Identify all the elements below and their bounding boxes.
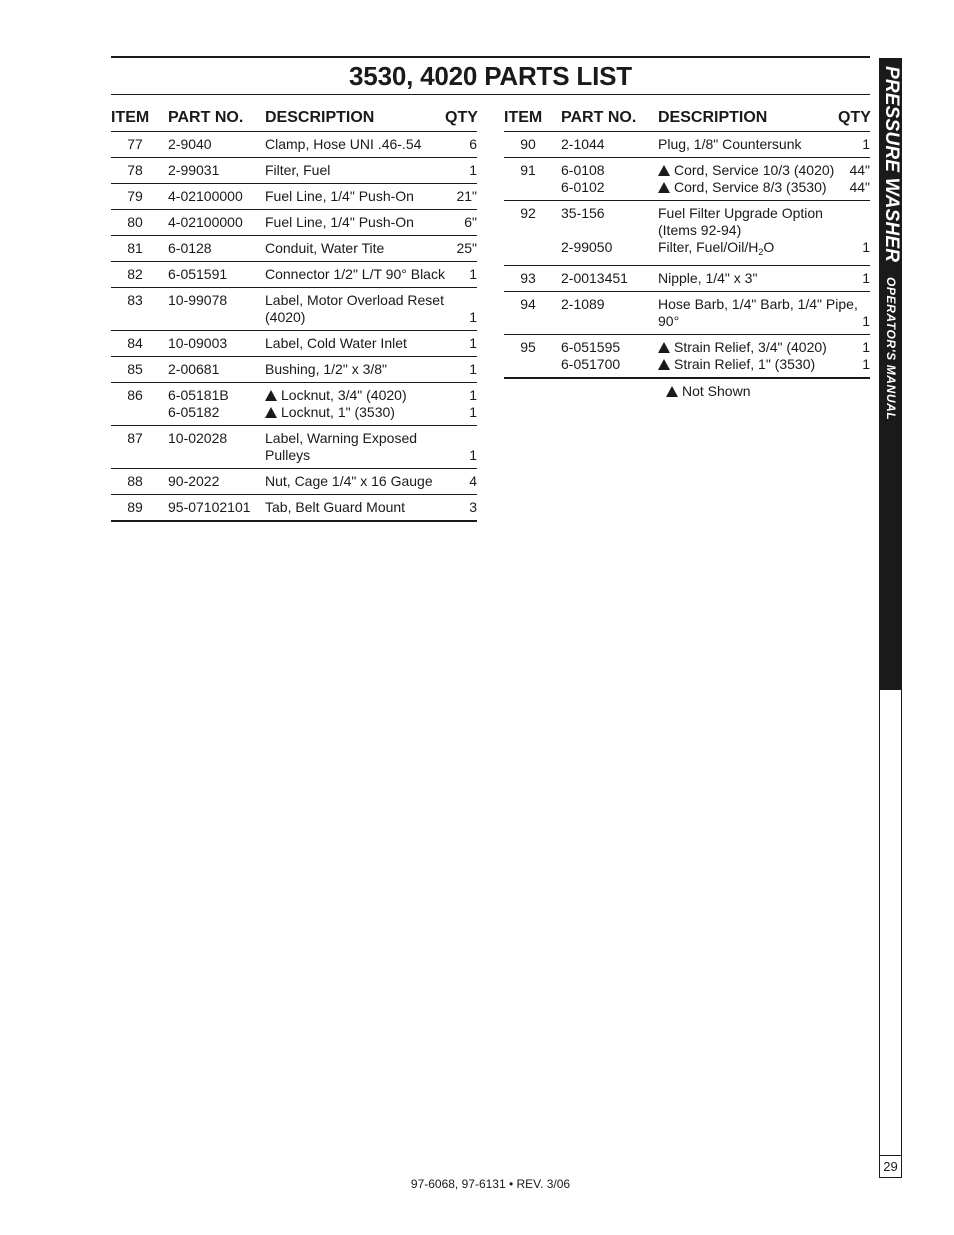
qty-line: 3 bbox=[469, 499, 477, 515]
table-row bbox=[111, 426, 477, 469]
description-line bbox=[265, 335, 445, 352]
header-part-no: PART NO. bbox=[552, 105, 658, 132]
cell-item: 86 bbox=[111, 383, 159, 426]
cell-item: 84 bbox=[111, 331, 159, 357]
cell-qty bbox=[445, 132, 477, 158]
part-no-line bbox=[561, 222, 658, 239]
cell-qty bbox=[445, 262, 477, 288]
cell-qty bbox=[445, 357, 477, 383]
cell-qty bbox=[445, 383, 477, 426]
cell-item: 94 bbox=[504, 292, 552, 335]
description-line bbox=[265, 240, 445, 257]
cell-part-no bbox=[552, 158, 658, 201]
parts-table-right-body bbox=[504, 132, 870, 379]
cell-description bbox=[265, 357, 445, 383]
cell-qty bbox=[445, 426, 477, 469]
cell-item: 85 bbox=[111, 357, 159, 383]
cell-description bbox=[658, 132, 838, 158]
table-header-row bbox=[111, 105, 477, 132]
description-line bbox=[265, 447, 445, 464]
cell-item: 79 bbox=[111, 184, 159, 210]
cell-qty bbox=[445, 184, 477, 210]
cell-part-no bbox=[159, 383, 265, 426]
table-row bbox=[504, 292, 870, 335]
cell-qty bbox=[838, 132, 870, 158]
part-no-line: 95-07102101 bbox=[168, 499, 251, 515]
cell-part-no bbox=[159, 158, 265, 184]
cell-description bbox=[658, 335, 838, 379]
description-text: Conduit, Water Tite bbox=[265, 240, 385, 256]
description-text: Locknut, 3/4" (4020) bbox=[281, 387, 407, 403]
table-row bbox=[111, 331, 477, 357]
cell-item: 81 bbox=[111, 236, 159, 262]
header-description: DESCRIPTION bbox=[265, 105, 445, 132]
description-line bbox=[658, 356, 838, 373]
description-line bbox=[658, 205, 838, 222]
description-text: (Items 92-94) bbox=[658, 222, 742, 238]
qty-line: 1 bbox=[862, 356, 870, 372]
description-line bbox=[658, 339, 838, 356]
description-line bbox=[658, 296, 858, 313]
qty-line: 21" bbox=[456, 188, 477, 204]
table-row bbox=[111, 210, 477, 236]
title-rule-top bbox=[111, 56, 870, 58]
cell-item: 88 bbox=[111, 469, 159, 495]
cell-part-no bbox=[552, 201, 658, 266]
description-line bbox=[265, 214, 445, 231]
header-qty: QTY bbox=[445, 105, 477, 132]
triangle-icon bbox=[265, 390, 277, 401]
qty-line: 1 bbox=[469, 266, 477, 282]
cell-part-no bbox=[159, 426, 265, 469]
cell-item: 93 bbox=[504, 266, 552, 292]
qty-line bbox=[445, 292, 477, 309]
part-no-line: 2-1044 bbox=[561, 136, 605, 152]
cell-part-no bbox=[552, 292, 658, 335]
cell-item: 91 bbox=[504, 158, 552, 201]
cell-description bbox=[265, 158, 445, 184]
cell-description bbox=[658, 292, 858, 335]
table-row bbox=[504, 266, 870, 292]
part-no-line: 6-0102 bbox=[561, 179, 605, 195]
description-text: Fuel Line, 1/4" Push-On bbox=[265, 188, 414, 204]
subscript: 2 bbox=[758, 247, 764, 257]
cell-item: 83 bbox=[111, 288, 159, 331]
qty-line: 1 bbox=[862, 270, 870, 286]
description-text: (4020) bbox=[265, 309, 306, 325]
description-line bbox=[658, 239, 838, 261]
cell-description bbox=[265, 331, 445, 357]
cell-part-no bbox=[159, 236, 265, 262]
cell-item: 95 bbox=[504, 335, 552, 379]
part-no-line: 10-02028 bbox=[168, 430, 228, 446]
part-no-line: 6-051595 bbox=[561, 339, 621, 355]
description-line bbox=[265, 292, 445, 309]
table-row bbox=[111, 184, 477, 210]
cell-description bbox=[265, 495, 445, 522]
qty-line: 44" bbox=[849, 162, 870, 178]
qty-line: 6" bbox=[464, 214, 477, 230]
table-row bbox=[111, 132, 477, 158]
qty-line: 1 bbox=[469, 361, 477, 377]
table-row bbox=[504, 132, 870, 158]
cell-description bbox=[265, 288, 445, 331]
description-text: Label, Motor Overload Reset bbox=[265, 292, 444, 308]
table-row bbox=[504, 158, 870, 201]
description-text: Plug, 1/8" Countersunk bbox=[658, 136, 802, 152]
cell-description bbox=[658, 158, 838, 201]
qty-line: 1 bbox=[862, 239, 870, 255]
description-text: Connector 1/2" L/T 90° Black bbox=[265, 266, 445, 282]
triangle-icon bbox=[658, 342, 670, 353]
table-row bbox=[111, 357, 477, 383]
qty-line: 44" bbox=[849, 179, 870, 195]
part-no-line: 35-156 bbox=[561, 205, 605, 221]
part-no-line: 10-99078 bbox=[168, 292, 228, 308]
cell-description bbox=[265, 236, 445, 262]
parts-table-left-body bbox=[111, 132, 477, 522]
cell-description bbox=[265, 262, 445, 288]
qty-line: 1 bbox=[469, 447, 477, 463]
title-rule-bottom bbox=[111, 94, 870, 95]
cell-part-no bbox=[159, 357, 265, 383]
table-row bbox=[111, 236, 477, 262]
parts-table-left bbox=[111, 105, 477, 522]
qty-line: 25" bbox=[456, 240, 477, 256]
table-row bbox=[504, 201, 870, 266]
part-no-line: 2-0013451 bbox=[561, 270, 628, 286]
description-text: Pulleys bbox=[265, 447, 311, 463]
triangle-icon bbox=[658, 165, 670, 176]
cell-item: 82 bbox=[111, 262, 159, 288]
part-no-line: 4-02100000 bbox=[168, 188, 243, 204]
description-text: 90° bbox=[658, 313, 680, 329]
part-no-line: 6-0128 bbox=[168, 240, 212, 256]
cell-qty bbox=[445, 495, 477, 522]
qty-line: 1 bbox=[469, 404, 477, 420]
cell-description bbox=[265, 210, 445, 236]
qty-line bbox=[445, 430, 477, 447]
part-no-line: 6-05182 bbox=[168, 404, 220, 420]
cell-qty bbox=[445, 288, 477, 331]
description-text-suffix: O bbox=[763, 239, 775, 255]
triangle-icon bbox=[265, 407, 277, 418]
table-header-row bbox=[504, 105, 870, 132]
table-row bbox=[111, 158, 477, 184]
cell-item: 87 bbox=[111, 426, 159, 469]
description-line bbox=[265, 361, 445, 378]
part-no-line: 10-09003 bbox=[168, 335, 228, 351]
cell-description bbox=[265, 383, 445, 426]
cell-part-no bbox=[159, 331, 265, 357]
part-no-line: 6-0108 bbox=[561, 162, 605, 178]
description-text: Clamp, Hose UNI .46-.54 bbox=[265, 136, 422, 152]
table-row bbox=[504, 335, 870, 379]
cell-item: 90 bbox=[504, 132, 552, 158]
cell-part-no bbox=[552, 266, 658, 292]
description-text: Nut, Cage 1/4" x 16 Gauge bbox=[265, 473, 433, 489]
table-row bbox=[111, 262, 477, 288]
description-text: Nipple, 1/4" x 3" bbox=[658, 270, 758, 286]
table-row bbox=[111, 383, 477, 426]
cell-part-no bbox=[159, 288, 265, 331]
description-line bbox=[265, 188, 445, 205]
part-no-line: 6-051700 bbox=[561, 356, 621, 372]
cell-description bbox=[265, 184, 445, 210]
table-row bbox=[111, 495, 477, 522]
cell-part-no bbox=[552, 132, 658, 158]
cell-qty bbox=[445, 236, 477, 262]
description-text: Tab, Belt Guard Mount bbox=[265, 499, 406, 515]
qty-line: 1 bbox=[862, 313, 870, 329]
cell-qty bbox=[838, 266, 870, 292]
part-no-line: 6-05181B bbox=[168, 387, 229, 403]
header-description: DESCRIPTION bbox=[658, 105, 838, 132]
cell-description bbox=[658, 201, 838, 266]
cell-qty bbox=[445, 331, 477, 357]
cell-description bbox=[265, 469, 445, 495]
qty-line: 1 bbox=[469, 335, 477, 351]
description-line bbox=[265, 473, 445, 490]
description-line bbox=[658, 270, 838, 287]
description-text: Bushing, 1/2" x 3/8" bbox=[265, 361, 388, 377]
cell-qty bbox=[838, 201, 870, 266]
cell-description bbox=[265, 132, 445, 158]
description-text: Strain Relief, 1" (3530) bbox=[674, 356, 816, 372]
description-line bbox=[658, 179, 838, 196]
description-text: Fuel Line, 1/4" Push-On bbox=[265, 214, 414, 230]
description-text: Cord, Service 8/3 (3530) bbox=[674, 179, 827, 195]
cell-item: 77 bbox=[111, 132, 159, 158]
triangle-icon bbox=[658, 359, 670, 370]
description-line bbox=[265, 136, 445, 153]
description-text: Filter, Fuel/Oil/H bbox=[658, 239, 759, 255]
part-no-line: 2-9040 bbox=[168, 136, 212, 152]
description-text: Cord, Service 10/3 (4020) bbox=[674, 162, 835, 178]
description-text: Label, Cold Water Inlet bbox=[265, 335, 407, 351]
table-row bbox=[111, 469, 477, 495]
parts-table-right bbox=[504, 105, 870, 379]
cell-part-no bbox=[159, 132, 265, 158]
description-line bbox=[658, 162, 838, 179]
cell-qty bbox=[838, 335, 870, 379]
qty-line: 1 bbox=[862, 339, 870, 355]
description-line bbox=[265, 404, 445, 421]
description-line bbox=[265, 309, 445, 326]
cell-item: 80 bbox=[111, 210, 159, 236]
description-text: Filter, Fuel bbox=[265, 162, 331, 178]
cell-item: 89 bbox=[111, 495, 159, 522]
part-no-line: 4-02100000 bbox=[168, 214, 243, 230]
qty-line: 1 bbox=[862, 136, 870, 152]
footer-doc-number: 97-6068, 97-6131 • REV. 3/06 bbox=[410, 1177, 571, 1191]
header-part-no: PART NO. bbox=[159, 105, 265, 132]
cell-item: 78 bbox=[111, 158, 159, 184]
description-text: Strain Relief, 3/4" (4020) bbox=[674, 339, 827, 355]
qty-line: 6 bbox=[469, 136, 477, 152]
description-line bbox=[658, 313, 838, 330]
triangle-icon bbox=[658, 182, 670, 193]
description-line bbox=[265, 387, 445, 404]
part-no-line: 2-1089 bbox=[561, 296, 605, 312]
qty-line bbox=[838, 205, 870, 222]
page-number: 29 bbox=[879, 1155, 902, 1178]
triangle-icon bbox=[666, 386, 678, 397]
page-title: 3530, 4020 PARTS LIST bbox=[349, 61, 632, 91]
qty-line bbox=[838, 222, 870, 239]
sidebar-label bbox=[879, 58, 902, 690]
description-line bbox=[265, 266, 445, 283]
description-text: Fuel Filter Upgrade Option bbox=[658, 205, 823, 221]
not-shown-note bbox=[666, 383, 750, 399]
description-text: Label, Warning Exposed bbox=[265, 430, 418, 446]
part-no-line: 2-99050 bbox=[561, 239, 613, 255]
cell-part-no bbox=[159, 184, 265, 210]
cell-part-no bbox=[159, 469, 265, 495]
cell-qty bbox=[445, 210, 477, 236]
cell-item: 92 bbox=[504, 201, 552, 266]
part-no-line: 6-051591 bbox=[168, 266, 228, 282]
description-line bbox=[265, 499, 445, 516]
description-line bbox=[265, 162, 445, 179]
cell-part-no bbox=[159, 495, 265, 522]
part-no-line: 90-2022 bbox=[168, 473, 220, 489]
qty-line: 4 bbox=[469, 473, 477, 489]
part-no-line: 2-99031 bbox=[168, 162, 220, 178]
part-no-line: 2-00681 bbox=[168, 361, 220, 377]
cell-qty bbox=[445, 158, 477, 184]
qty-line: 1 bbox=[469, 309, 477, 325]
table-row bbox=[111, 288, 477, 331]
cell-part-no bbox=[552, 335, 658, 379]
description-text: Locknut, 1" (3530) bbox=[281, 404, 395, 420]
header-item: ITEM bbox=[504, 105, 552, 132]
note-text: Not Shown bbox=[682, 383, 751, 399]
sidebar-subtitle: OPERATOR'S MANUAL bbox=[884, 276, 898, 420]
cell-description bbox=[658, 266, 838, 292]
cell-qty bbox=[445, 469, 477, 495]
qty-line: 1 bbox=[469, 387, 477, 403]
header-qty: QTY bbox=[838, 105, 870, 132]
qty-line: 1 bbox=[469, 162, 477, 178]
description-line bbox=[658, 222, 838, 239]
sidebar-title: PRESSURE WASHER bbox=[881, 66, 902, 263]
sidebar-frame bbox=[879, 690, 902, 1178]
cell-part-no bbox=[159, 210, 265, 236]
cell-part-no bbox=[159, 262, 265, 288]
description-text: Hose Barb, 1/4" Barb, 1/4" Pipe, bbox=[658, 296, 858, 312]
description-line bbox=[658, 136, 838, 153]
description-line bbox=[265, 430, 445, 447]
header-item: ITEM bbox=[111, 105, 159, 132]
cell-description bbox=[265, 426, 445, 469]
cell-qty bbox=[838, 158, 870, 201]
